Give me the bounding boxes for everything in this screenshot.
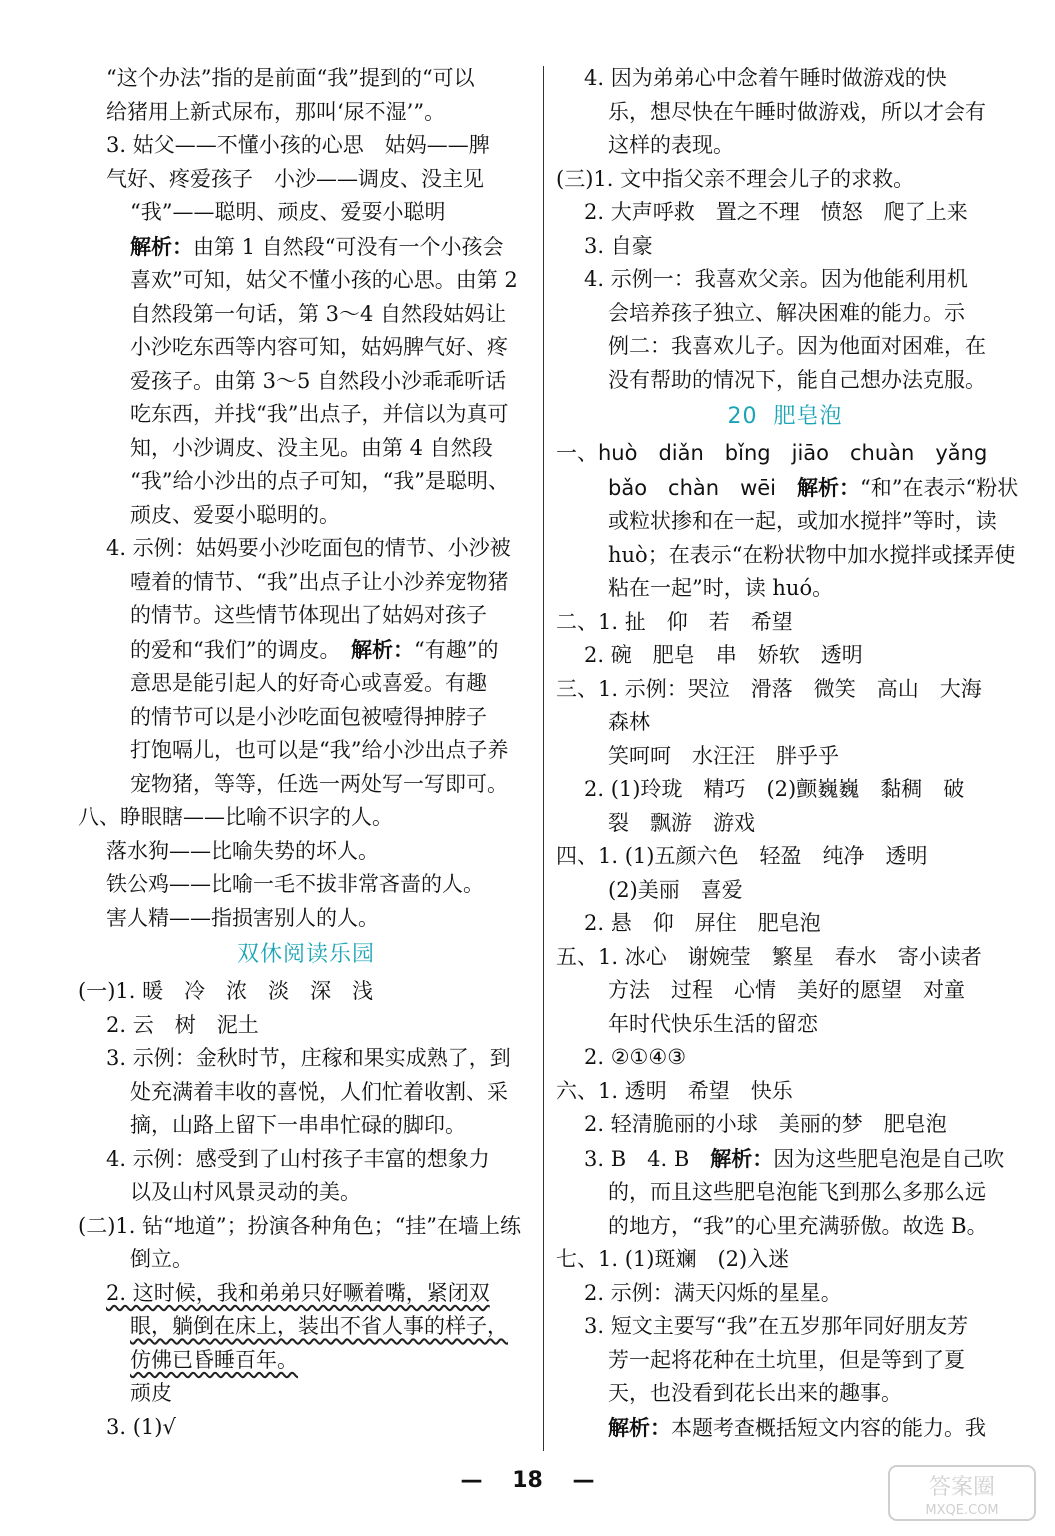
text-line: “我”给小沙出的点子可知，“我”是聪明、 xyxy=(130,469,509,493)
text-line: 2. ②①④③ xyxy=(584,1045,687,1069)
text-line: 处充满着丰收的喜悦，人们忙着收割、采 xyxy=(130,1079,508,1104)
text-line: (一)1. 暖 冷 浓 淡 深 浅 xyxy=(78,979,374,1003)
analysis-label: 解析： xyxy=(608,1414,671,1440)
text-line: 的情节。这些情节体现出了姑妈对孩子 xyxy=(130,603,487,627)
text-line: 3. 短文主要写“我”在五岁那年同好朋友芳 xyxy=(584,1314,969,1338)
text-line: 顽皮 xyxy=(130,1381,172,1405)
watermark-text: 答案圈 xyxy=(928,1475,996,1500)
analysis-label: 解析： xyxy=(350,636,414,662)
section-title: 双休阅读乐园 xyxy=(236,942,375,967)
right-column xyxy=(556,62,1019,1445)
text-line: 害人精——指损害别人的人。 xyxy=(106,905,379,930)
text-line: 裂 飘游 游戏 xyxy=(608,810,755,835)
text-line: 4. 示例：感受到了山村孩子丰富的想象力 xyxy=(106,1146,490,1171)
text-line: 乐，想尽快在午睡时做游戏，所以才会有 xyxy=(608,99,986,124)
text-line: 落水狗——比喻失势的坏人。 xyxy=(106,838,379,863)
text-line: 八、睁眼瞎——比喻不识字的人。 xyxy=(78,805,393,829)
text-line: 森林 xyxy=(608,710,650,734)
text-line: 粘在一起”时，读 huó。 xyxy=(608,576,834,600)
column-divider xyxy=(543,66,544,1451)
text-line: 4. 示例：姑妈要小沙吃面包的情节、小沙被 xyxy=(106,536,511,560)
text-line: 3. 示例：金秋时节，庄稼和果实成熟了，到 xyxy=(106,1046,511,1070)
underlined-answer: 2. 这时候，我和弟弟只好噘着嘴，紧闭双 xyxy=(106,1280,490,1305)
text-line: 天，也没看到花长出来的趣事。 xyxy=(608,1381,902,1405)
pinyin-line: 一、huò diǎn bǐng jiāo chuàn yǎng xyxy=(556,441,988,465)
section-number: 20 xyxy=(727,404,758,429)
text-line: 以及山村风景灵动的美。 xyxy=(130,1180,361,1204)
page-number: 18 xyxy=(512,1468,543,1493)
footer-dash: — xyxy=(572,1468,595,1493)
text-line: huò；在表示“在粉状物中加水搅拌或揉弄使 xyxy=(608,542,1016,567)
text-line: 2. 悬 仰 屏住 肥皂泡 xyxy=(584,911,821,935)
text-line: 五、1. 冰心 谢婉莹 繁星 春水 寄小读者 xyxy=(556,944,982,969)
text-line: 的爱和“我们”的调皮。 解析：“有趣”的 xyxy=(130,636,499,662)
text-line: 方法 过程 心情 美好的愿望 对童 xyxy=(608,978,965,1002)
underlined-answer: 眼，躺倒在床上，装出不省人事的样子， xyxy=(130,1314,508,1338)
underlined-answer: 仿佛已昏睡百年。 xyxy=(130,1347,298,1372)
analysis-label: 解析： xyxy=(710,1145,774,1171)
text-line: 顽皮、爱耍小聪明的。 xyxy=(130,502,340,527)
text-line: 3. B 4. B 解析：因为这些肥皂泡是自己吹 xyxy=(584,1145,1005,1171)
text-line: 铁公鸡——比喻一毛不拔非常吝啬的人。 xyxy=(106,872,484,896)
text-line: 自然段第一句话，第 3～4 自然段姑妈让 xyxy=(130,301,507,326)
text-line: 会培养孩子独立、解决困难的能力。示 xyxy=(608,300,965,325)
text-line: 2. 轻清脆丽的小球 美丽的梦 肥皂泡 xyxy=(584,1112,947,1136)
text-line: (2)美丽 喜爱 xyxy=(608,877,743,902)
text-line: 的，而且这些肥皂泡能飞到那么多那么远 xyxy=(608,1180,986,1204)
text-line: 年时代快乐生活的留恋 xyxy=(608,1011,818,1036)
watermark-subtext: MXQE.COM xyxy=(925,1503,999,1518)
text-line: 这样的表现。 xyxy=(608,133,734,157)
left-column xyxy=(78,62,534,1444)
text-line: 4. 示例一：我喜欢父亲。因为他能利用机 xyxy=(584,267,968,291)
text-line: 2. 示例：满天闪烁的星星。 xyxy=(584,1280,842,1305)
text-line: 的情节可以是小沙吃面包被噎得抻脖子 xyxy=(130,704,487,729)
text-line: 3. 姑父——不懂小孩的心思 姑妈——脾 xyxy=(106,133,490,157)
text-line: 宠物猪，等等，任选一两处写一写即可。 xyxy=(130,771,508,796)
text-line: “我”——聪明、顽皮、爱耍小聪明 xyxy=(130,200,446,224)
text-line: 六、1. 透明 希望 快乐 xyxy=(556,1078,793,1103)
text-line: 3. 自豪 xyxy=(584,233,653,258)
analysis-label: 解析： xyxy=(130,233,193,259)
text-line: (二)1. 钻“地道”；扮演各种角色；“挂”在墙上练 xyxy=(78,1213,522,1238)
text-line: 3. (1)√ xyxy=(106,1414,176,1439)
text-line: 没有帮助的情况下，能自己想办法克服。 xyxy=(608,367,986,392)
text-line: 2. 大声呼救 置之不理 愤怒 爬了上来 xyxy=(584,200,968,224)
text-line: 七、1. (1)斑斓 (2)入迷 xyxy=(556,1247,790,1271)
text-line xyxy=(78,1277,534,1311)
text-line: 例二：我喜欢儿子。因为他面对困难，在 xyxy=(608,334,986,358)
text-line: 倒立。 xyxy=(130,1247,193,1271)
watermark-logo xyxy=(887,1464,1037,1522)
text-line: 笑呵呵 水汪汪 胖乎乎 xyxy=(608,743,839,768)
text-line: (三)1. 文中指父亲不理会儿子的求救。 xyxy=(556,166,915,191)
text-line: 2. (1)玲珑 精巧 (2)颤巍巍 黏稠 破 xyxy=(584,777,965,801)
text-line: 摘，山路上留下一串串忙碌的脚印。 xyxy=(130,1113,466,1137)
text-line: 或粒状掺和在一起，或加水搅拌”等时，读 xyxy=(608,509,997,533)
text-line: 解析：本题考查概括短文内容的能力。我 xyxy=(608,1414,986,1440)
text-line: bǎo chàn wēi 解析：“和”在表示“粉状 xyxy=(608,474,1019,500)
text-line: 意思是能引起人的好奇心或喜爱。有趣 xyxy=(130,671,487,695)
text-line: 三、1. 示例：哭泣 滑落 微笑 高山 大海 xyxy=(556,676,982,701)
text-line: 噎着的情节、“我”出点子让小沙养宠物猪 xyxy=(130,569,509,594)
text-line: 吃东西，并找“我”出点子，并信以为真可 xyxy=(130,402,509,426)
text-line: 喜欢”可知，姑父不懂小孩的心思。由第 2 xyxy=(130,268,518,292)
analysis-label: 解析： xyxy=(797,474,861,500)
text-line: 解析：由第 1 自然段“可没有一个小孩会 xyxy=(130,233,504,259)
footer-dash: — xyxy=(460,1468,483,1493)
text-line: 4. 因为弟弟心中念着午睡时做游戏的快 xyxy=(584,66,947,90)
text-line: 知，小沙调皮、没主见。由第 4 自然段 xyxy=(130,435,493,460)
text-line: 的地方，“我”的心里充满骄傲。故选 B。 xyxy=(608,1213,988,1238)
text-line: 芳一起将花种在土坑里，但是等到了夏 xyxy=(608,1347,965,1372)
text-line: 爱孩子。由第 3～5 自然段小沙乖乖听话 xyxy=(130,368,507,393)
text-line: 打饱嗝儿，也可以是“我”给小沙出点子养 xyxy=(130,738,509,762)
text-line: 2. 云 树 泥土 xyxy=(106,1012,259,1037)
text-line: 四、1. (1)五颜六色 轻盈 纯净 透明 xyxy=(556,844,928,868)
text-line xyxy=(78,1310,534,1344)
text-line: 二、1. 扯 仰 若 希望 xyxy=(556,609,793,634)
text-line: 小沙吃东西等内容可知，姑妈脾气好、疼 xyxy=(130,335,508,359)
text-line: “这个办法”指的是前面“我”提到的“可以 xyxy=(106,66,475,90)
text-line: 气好、疼爱孩子 小沙——调皮、没主见 xyxy=(106,166,484,191)
text-line xyxy=(78,1344,534,1378)
text-line: 给猪用上新式尿布，那叫‘尿不湿’”。 xyxy=(106,99,446,124)
section-title: 20 肥皂泡 xyxy=(727,404,843,429)
text-line: 2. 碗 肥皂 串 娇软 透明 xyxy=(584,643,863,667)
